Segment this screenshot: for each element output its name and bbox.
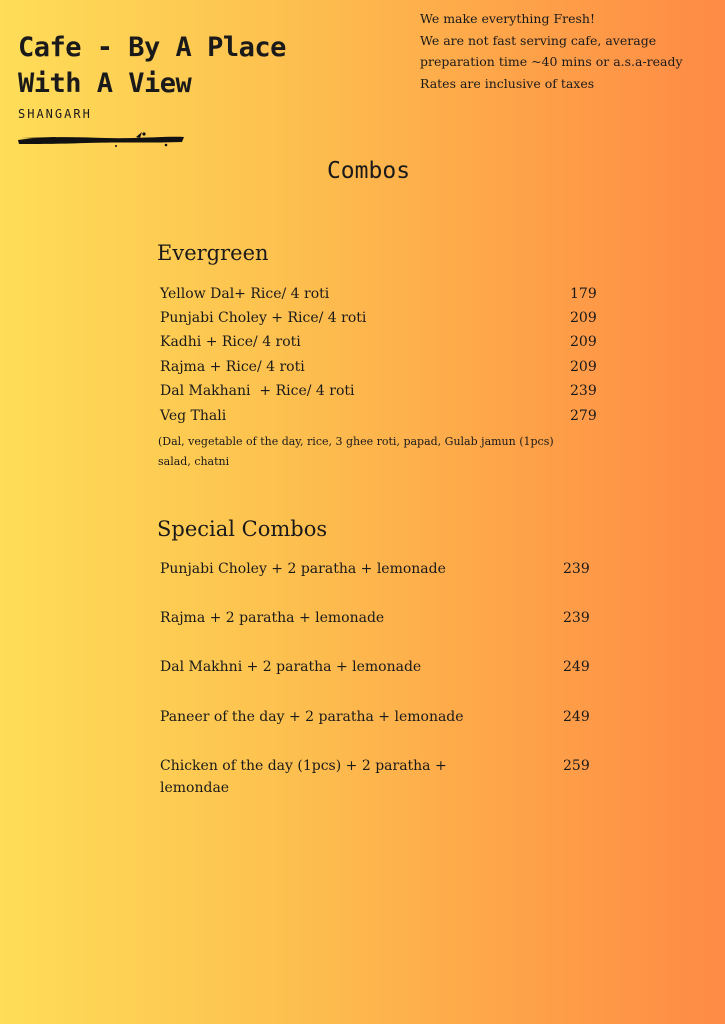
menu-item xyxy=(160,405,226,427)
combo-item-price: 239 xyxy=(563,561,590,577)
page-title: Combos xyxy=(326,158,411,184)
notice-line: We make everything Fresh! xyxy=(420,11,595,26)
menu-item-name: Kadhi + Rice/ 4 roti xyxy=(160,334,301,350)
menu-item-name: Punjabi Choley + Rice/ 4 roti xyxy=(160,310,367,326)
combo-item-name: Paneer of the day + 2 paratha + lemonade xyxy=(160,709,464,725)
menu-item-price: 239 xyxy=(570,383,597,399)
combo-item-name: Punjabi Choley + 2 paratha + lemonade xyxy=(160,561,446,577)
menu-item-price: 209 xyxy=(570,359,597,375)
menu-item xyxy=(160,331,301,353)
brand-title: Cafe - By A Place With A View xyxy=(18,32,286,99)
brush-stroke-divider xyxy=(16,128,186,150)
menu-item-name: Dal Makhani + Rice/ 4 roti xyxy=(160,383,355,399)
combo-item-price: 239 xyxy=(563,610,590,626)
combo-item-name: Rajma + 2 paratha + lemonade xyxy=(160,610,385,626)
notice-line: preparation time ~40 mins or a.s.a-ready xyxy=(420,54,683,69)
thali-description: (Dal, vegetable of the day, rice, 3 ghee roti, papad, Gulab jamun (1pcs) salad, chatni xyxy=(158,435,554,468)
combo-item-name: Dal Makhni + 2 paratha + lemonade xyxy=(160,659,422,675)
section-heading-evergreen: Evergreen xyxy=(157,241,269,265)
notice-line: We are not fast serving cafe, average xyxy=(420,32,657,48)
menu-item-price: 209 xyxy=(570,334,597,350)
combo-item-price: 249 xyxy=(563,659,590,675)
menu-item-price: 209 xyxy=(570,310,597,326)
menu-item-price: 179 xyxy=(570,286,597,302)
menu-item xyxy=(160,356,305,378)
menu-item-name: Veg Thali xyxy=(160,408,227,424)
notice-line: Rates are inclusive of taxes xyxy=(420,75,595,91)
menu-item-name: Rajma + Rice/ 4 roti xyxy=(160,359,305,375)
combo-item-price: 249 xyxy=(563,709,590,725)
menu-item xyxy=(160,380,355,402)
combo-item-price: 259 xyxy=(563,758,590,774)
menu-item xyxy=(160,307,366,329)
menu-item-price: 279 xyxy=(570,408,597,424)
cafe-notice xyxy=(420,8,720,94)
menu-item-name: Yellow Dal+ Rice/ 4 roti xyxy=(160,286,330,302)
menu-item xyxy=(160,283,329,305)
brand-location: SHANGARH xyxy=(18,107,92,121)
combo-item-name: Chicken of the day (1pcs) + 2 paratha + lemondae xyxy=(160,758,447,796)
section-heading-special-combos: Special Combos xyxy=(157,517,328,541)
